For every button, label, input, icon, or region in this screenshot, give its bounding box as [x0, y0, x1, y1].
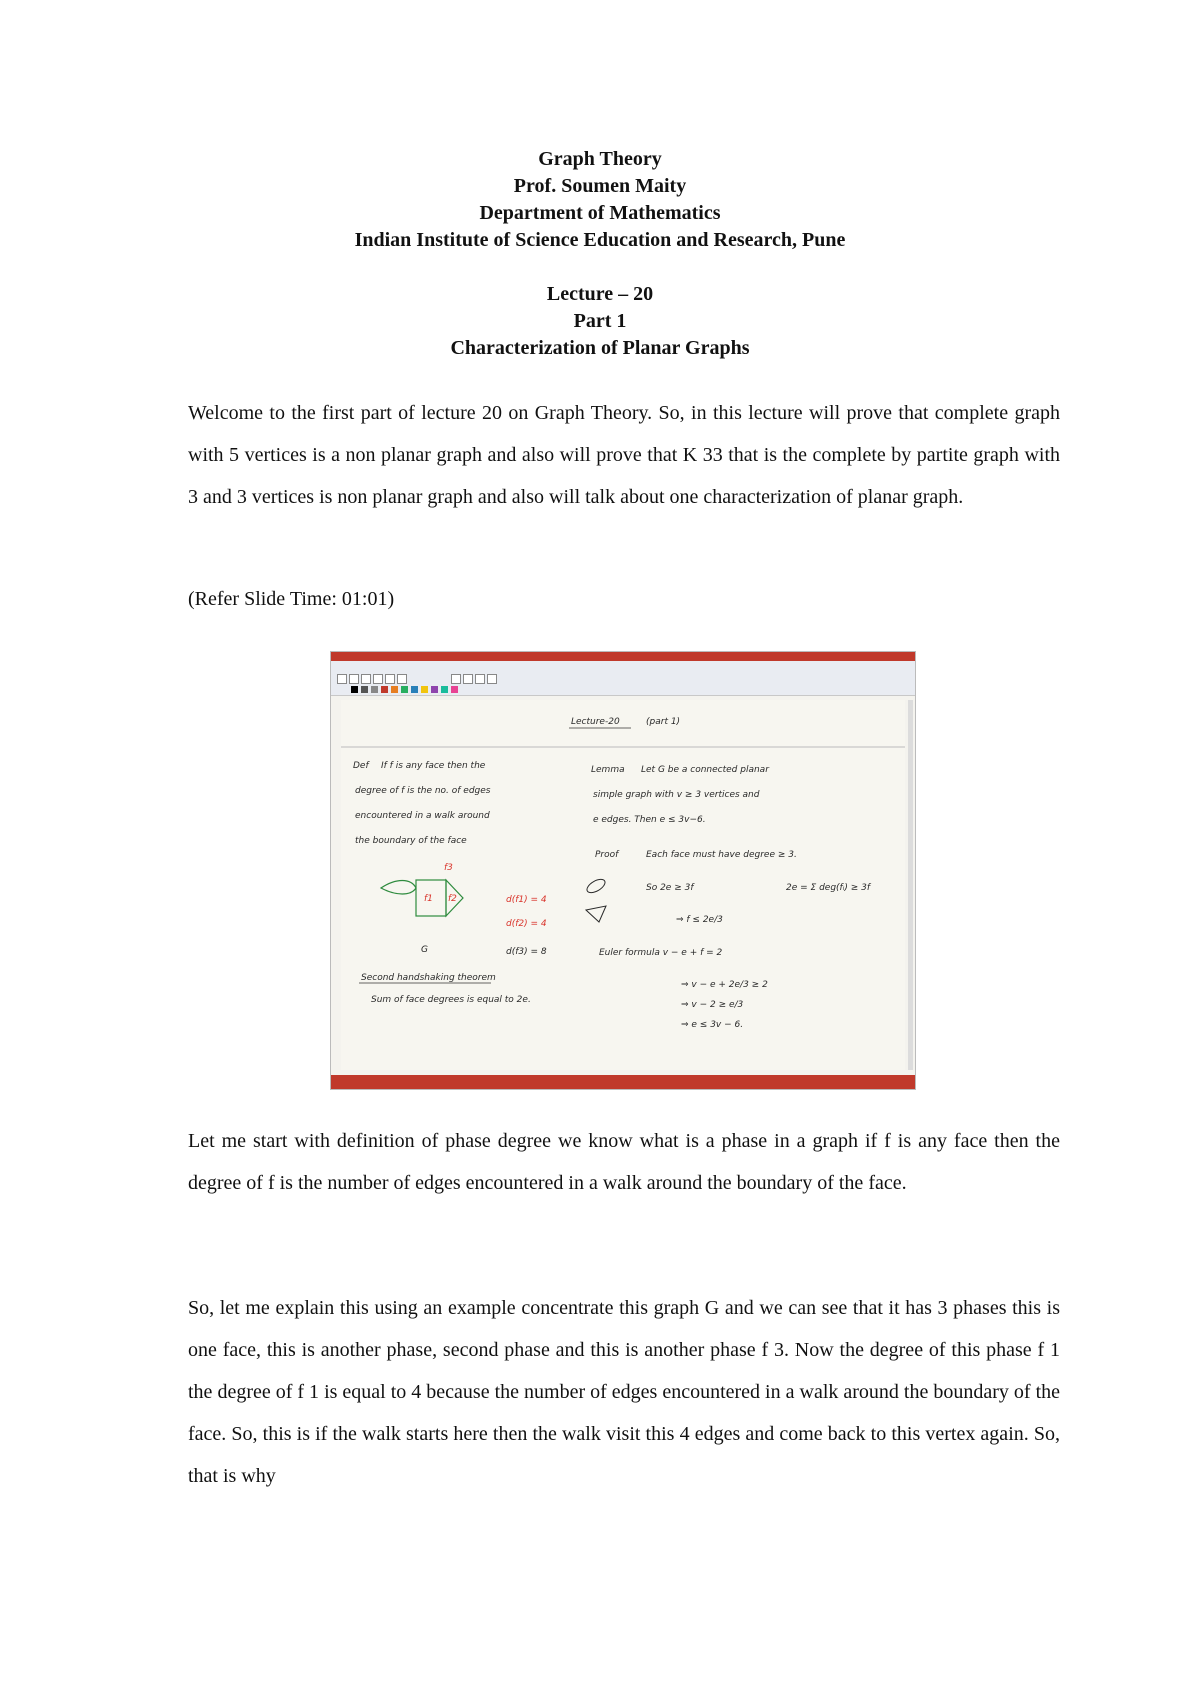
slide-degree-f2: d(f2) = 4 [506, 919, 547, 929]
slide-screenshot [330, 651, 916, 1090]
intro-paragraph: Welcome to the first part of lecture 20 on Graph Theory. So, in this lecture will prove that complete graph with 5 vertices is a non planar graph and also will prove that K 33 that is the complete by partite graph with 3 and 3 vertices is non planar graph and also will talk about one characterization of planar graph. [188, 402, 1060, 508]
slide-def-line-4: the boundary of the face [355, 836, 467, 846]
slide-graph-label-g: G [421, 945, 428, 955]
refer-slide-time: (Refer Slide Time: 01:01) [188, 588, 395, 610]
slide-degree-f1: d(f1) = 4 [506, 895, 547, 905]
lecture-topic: Characterization of Planar Graphs [450, 337, 750, 359]
slide-lemma-line-2: simple graph with v ≥ 3 vertices and [593, 790, 760, 800]
slide-def-line-1: If f is any face then the [381, 761, 486, 771]
slide-proof-line-3: ⇒ f ≤ 2e/3 [676, 915, 723, 925]
course-title: Graph Theory [538, 148, 662, 170]
slide-canvas [341, 700, 905, 1070]
slide-def-line-2: degree of f is the no. of edges [355, 786, 491, 796]
slide-face-shapes [585, 877, 607, 922]
slide-proof-line-1: Each face must have degree ≥ 3. [646, 850, 797, 860]
slide-handshake-text: Sum of face degrees is equal to 2e. [371, 995, 531, 1005]
slide-graph-label-f1: f1 [424, 894, 433, 904]
example-paragraph: So, let me explain this using an example concentrate this graph G and we can see that it has 3 phases this is one face, this is another phase, second phase and this is another phase f 3. Now the degree of this phase f 1 the degree of f 1 is equal to 4 because the number of edges encountered in a walk around the boundary of the face. So, this is if the walk starts here then the walk visit this 4 edges and come back to this vertex again. So, that is why [188, 1297, 1060, 1487]
part-number: Part 1 [573, 310, 627, 332]
slide-taskbar [331, 1075, 915, 1089]
department-name: Department of Mathematics [479, 202, 721, 224]
slide-heading-part: (part 1) [646, 717, 681, 727]
slide-proof-line-5: ⇒ v − e + 2e/3 ≥ 2 [681, 980, 768, 990]
professor-name: Prof. Soumen Maity [513, 175, 687, 197]
definition-paragraph: Let me start with definition of phase degree we know what is a phase in a graph if f is any face then the degree of f is the number of edges encountered in a walk around the boundary of the face. [188, 1130, 1060, 1194]
slide-scrollbar [908, 700, 913, 1070]
slide-handwriting [341, 700, 905, 1070]
slide-def-line-3: encountered in a walk around [355, 811, 490, 821]
lecture-number: Lecture – 20 [546, 283, 654, 305]
slide-graph-label-f3: f3 [444, 863, 453, 873]
slide-proof-line-2: So 2e ≥ 3f [646, 883, 694, 893]
slide-graph-label-f2: f2 [448, 894, 457, 904]
slide-lemma-line-3: e edges. Then e ≤ 3v−6. [593, 815, 706, 825]
slide-proof-line-7: ⇒ e ≤ 3v − 6. [681, 1020, 744, 1030]
slide-toolbar [331, 661, 915, 696]
slide-sum-note: 2e = Σ deg(fᵢ) ≥ 3f [786, 883, 870, 893]
slide-window-titlebar [331, 652, 915, 661]
slide-proof-line-4: Euler formula v − e + f = 2 [599, 948, 723, 958]
document-header [0, 146, 1200, 362]
slide-def-label: Def [353, 761, 369, 771]
slide-handshake-label: Second handshaking theorem [361, 973, 496, 983]
slide-lemma-label: Lemma [591, 765, 625, 775]
slide-degree-f3: d(f3) = 8 [506, 947, 547, 957]
slide-proof-line-6: ⇒ v − 2 ≥ e/3 [681, 1000, 744, 1010]
slide-heading: Lecture-20 [571, 717, 620, 727]
slide-proof-label: Proof [595, 850, 619, 860]
institute-name: Indian Institute of Science Education and Research, Pune [354, 229, 846, 251]
slide-lemma-line-1: Let G be a connected planar [641, 765, 769, 775]
